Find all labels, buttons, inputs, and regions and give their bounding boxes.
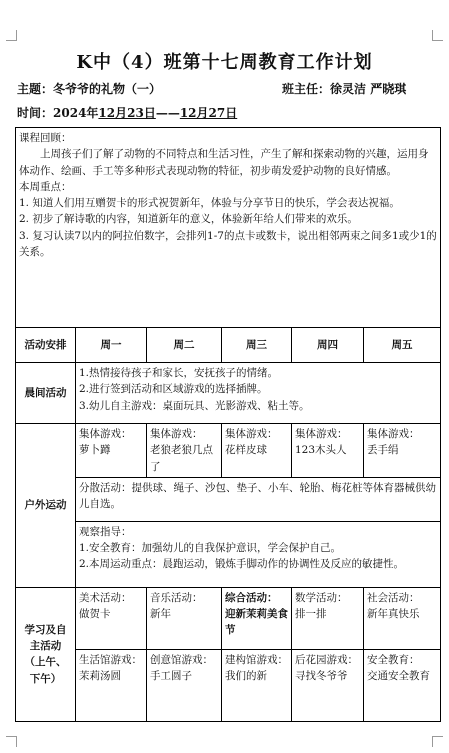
page-title: K中（4）班第十七周教育工作计划 (76, 52, 373, 73)
learning-label (16, 587, 76, 721)
group-game-title: 集体游戏： (225, 428, 278, 440)
morning-row (16, 363, 441, 424)
activity-name: 新年 (150, 608, 171, 621)
activity-title: 音乐活动： (150, 591, 203, 604)
game-title: 生活馆游戏： (79, 653, 142, 666)
activity-cell (76, 587, 147, 649)
morning-label: 晨间活动 (16, 363, 76, 424)
schedule-label: 活动安排 (16, 328, 76, 363)
dispersed-cell: 分散活动：提供球、绳子、沙包、垫子、小车、轮胎、梅花桩等体育器械供幼儿自选。 (76, 477, 441, 521)
crop-mark (432, 30, 443, 41)
activity-title: 数学活动： (295, 591, 348, 604)
learning-label-line: 主活动 (29, 640, 62, 653)
theme-label: 主题： (17, 82, 54, 96)
game-title: 建构馆游戏： (225, 653, 288, 666)
teacher-label: 班主任： (282, 82, 331, 96)
game-title: 创意馆游戏： (150, 653, 213, 666)
morning-item: 3.幼儿自主游戏：桌面玩具、光影游戏、粘土等。 (79, 399, 310, 412)
focus-item: 2. 初步了解诗歌的内容，知道新年的意义，体验新年给人们带来的欢乐。 (19, 213, 358, 226)
theme-value: 冬爷爷的礼物（一） (53, 82, 162, 96)
morning-item: 2.进行签到活动和区域游戏的选择插牌。 (79, 383, 268, 396)
game-cell (76, 649, 147, 721)
learning-label-line: 学习及自 (24, 623, 67, 636)
date-separator: —— (155, 106, 180, 120)
observe-title: 观察指导： (79, 525, 132, 538)
game-name: 我们的新 (225, 670, 267, 683)
group-game-name: 丢手绢 (367, 444, 399, 457)
game-name: 手工圆子 (150, 670, 192, 683)
outdoor-label: 户外运动 (16, 424, 76, 588)
group-game-cell (364, 424, 441, 478)
start-date: 12月23日 (98, 106, 156, 120)
review-text: 上周孩子们了解了动物的不同特点和生活习性，产生了解和探索动物的兴趣，运用身体动作、绘画、手工等多种形式表现动物的特征，初步萌发爱护动物的良好情感。 (19, 148, 429, 177)
group-game-cell (222, 424, 292, 478)
activity-title: 美术活动： (79, 591, 132, 604)
crop-mark (6, 30, 17, 41)
day-header: 周四 (292, 328, 364, 363)
schedule-header-row (16, 328, 441, 363)
group-game-cell (76, 424, 147, 478)
day-header: 周三 (222, 328, 292, 363)
observe-item: 2.本周运动重点：晨跑运动，锻炼手脚动作的协调性及反应的敏捷性。 (79, 558, 405, 571)
game-title: 安全教育： (367, 653, 420, 666)
group-game-name: 123木头人 (295, 444, 347, 457)
group-games-row (16, 424, 441, 478)
activity-cell (147, 587, 222, 649)
group-game-name: 萝卜蹲 (79, 444, 111, 457)
end-date: 12月27日 (179, 106, 238, 120)
day-header: 周一 (76, 328, 147, 363)
group-game-title: 集体游戏： (295, 428, 348, 440)
review-title: 课程回顾： (19, 132, 72, 144)
focus-item: 1. 知道人们用互赠贺卡的形式祝贺新年，体验与分享节日的快乐，学会表达祝福。 (19, 197, 400, 210)
game-name: 寻找冬爷爷 (295, 670, 348, 683)
plan-table (15, 127, 441, 722)
group-game-title: 集体游戏： (79, 428, 132, 440)
crop-mark (6, 736, 17, 747)
time-label: 时间： (17, 106, 54, 120)
activity-name: 迎新茉莉美食节 (225, 608, 288, 637)
game-name: 茉莉汤圆 (79, 670, 121, 683)
observe-row (16, 521, 441, 587)
activity-name: 新年真快乐 (367, 608, 420, 621)
group-game-title: 集体游戏： (150, 428, 203, 440)
learning-label-line: （上午、 (24, 656, 67, 669)
observe-item: 1.安全教育：加强幼儿的自我保护意识，学会保护自己。 (79, 542, 342, 555)
dispersed-row (16, 477, 441, 521)
game-cell (222, 649, 292, 721)
activity-cell (364, 587, 441, 649)
crop-mark (432, 736, 443, 747)
group-game-cell (147, 424, 222, 478)
game-title: 后花园游戏： (295, 653, 358, 666)
review-row (16, 128, 441, 328)
activity-cell (222, 587, 292, 649)
game-name: 交通安全教育 (367, 670, 430, 683)
activity-name: 做贺卡 (79, 608, 111, 621)
focus-title: 本周重点： (19, 180, 72, 193)
activity-title: 综合活动： (225, 591, 278, 604)
day-header: 周二 (147, 328, 222, 363)
game-cell (292, 649, 364, 721)
theme-line (17, 80, 161, 97)
group-game-name: 花样皮球 (225, 444, 267, 457)
group-game-cell (292, 424, 364, 478)
day-header: 周五 (364, 328, 441, 363)
morning-item: 1.热情接待孩子和家长，安抚孩子的情绪。 (79, 367, 279, 379)
activity-cell (292, 587, 364, 649)
game-cell (364, 649, 441, 721)
observe-cell (76, 521, 441, 587)
learning-label-line: 下午） (29, 672, 62, 685)
activity-title: 社会活动： (367, 591, 420, 604)
group-game-name: 老狼老狼几点了 (150, 444, 213, 473)
group-game-title: 集体游戏： (367, 428, 420, 440)
teacher-names: 徐灵洁 严晓琪 (330, 82, 407, 96)
games-row (16, 649, 441, 721)
activity-name: 排一排 (295, 608, 327, 621)
year: 2024年 (53, 106, 99, 120)
teacher-line (282, 80, 406, 97)
focus-item: 3. 复习认读7以内的阿拉伯数字，会排列1-7的点卡或数卡，说出相邻两束之间多1或少1的关系。 (19, 229, 437, 258)
learning-row (16, 587, 441, 649)
morning-cell (76, 363, 441, 424)
review-cell (16, 128, 441, 328)
game-cell (147, 649, 222, 721)
time-line (17, 104, 237, 121)
